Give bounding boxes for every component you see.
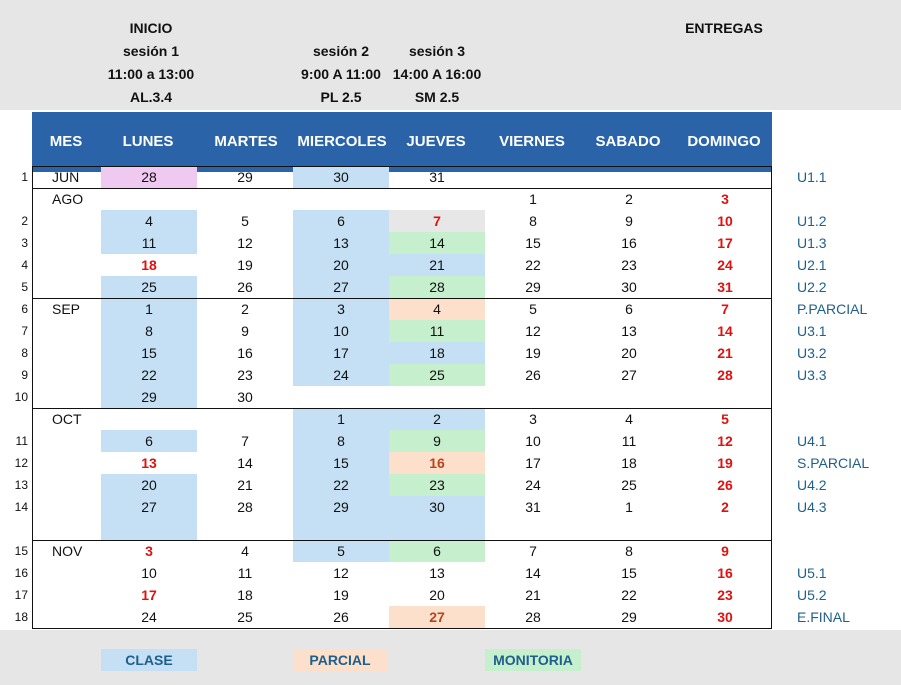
entrega-label: U4.2	[797, 477, 827, 493]
day-cell: 5	[721, 411, 729, 427]
month-label: OCT	[52, 411, 82, 427]
day-cell: 13	[429, 565, 445, 581]
day-cell: 7	[433, 213, 441, 229]
month-label: JUN	[52, 169, 80, 185]
day-cell: 30	[621, 279, 637, 295]
row-number: 9	[21, 368, 28, 382]
day-cell: 5	[337, 543, 345, 559]
day-cell: 28	[237, 499, 253, 515]
day-cell: 22	[621, 587, 637, 603]
day-cell: 5	[529, 301, 537, 317]
day-cell: 14	[525, 565, 541, 581]
month-label: NOV	[52, 543, 83, 559]
session-3-time: 14:00 A 16:00	[392, 66, 482, 82]
day-cell: 28	[717, 367, 733, 383]
day-cell: 13	[141, 455, 157, 471]
day-cell: 26	[333, 609, 349, 625]
day-cell: 18	[621, 455, 637, 471]
day-cell: 2	[433, 411, 441, 427]
day-cell: 8	[625, 543, 633, 559]
day-cell: 24	[525, 477, 541, 493]
day-cell: 29	[621, 609, 637, 625]
day-cell: 4	[625, 411, 633, 427]
day-cell: 31	[429, 169, 445, 185]
entrega-label: U4.3	[797, 499, 827, 515]
day-cell: 12	[525, 323, 541, 339]
col-miercoles: MIERCOLES	[297, 133, 387, 150]
day-cell: 28	[525, 609, 541, 625]
day-cell: 9	[721, 543, 729, 559]
day-cell: 4	[241, 543, 249, 559]
day-cell: 19	[237, 257, 253, 273]
day-cell: 18	[141, 257, 157, 273]
month-box	[32, 298, 772, 409]
day-cell: 22	[141, 367, 157, 383]
day-cell: 13	[621, 323, 637, 339]
legend-clase: CLASE	[101, 649, 197, 671]
day-cell: 15	[141, 345, 157, 361]
day-cell: 1	[529, 191, 537, 207]
day-cell: 31	[717, 279, 733, 295]
day-cell: 9	[241, 323, 249, 339]
day-cell: 10	[141, 565, 157, 581]
day-cell: 3	[145, 543, 153, 559]
session-3-room: SM 2.5	[414, 89, 460, 105]
entrega-label: E.FINAL	[797, 609, 850, 625]
month-box	[32, 188, 772, 299]
day-cell: 6	[625, 301, 633, 317]
day-cell: 8	[529, 213, 537, 229]
col-domingo: DOMINGO	[687, 133, 761, 150]
day-cell: 9	[625, 213, 633, 229]
session-2-header	[290, 40, 392, 109]
entrega-label: U1.3	[797, 235, 827, 251]
day-cell: 28	[141, 169, 157, 185]
day-cell: 1	[337, 411, 345, 427]
entrega-label: U2.1	[797, 257, 827, 273]
day-cell: 15	[333, 455, 349, 471]
day-cell: 20	[333, 257, 349, 273]
day-cell: 3	[337, 301, 345, 317]
entrega-label: U4.1	[797, 433, 827, 449]
session-3-label: sesión 3	[408, 43, 466, 59]
day-cell: 25	[141, 279, 157, 295]
month-label: SEP	[52, 301, 81, 317]
day-cell: 29	[525, 279, 541, 295]
row-number: 6	[21, 302, 28, 316]
entrega-label: U3.3	[797, 367, 827, 383]
entrega-label: U5.2	[797, 587, 827, 603]
entrega-label: P.PARCIAL	[797, 301, 868, 317]
day-cell: 10	[525, 433, 541, 449]
day-cell: 2	[625, 191, 633, 207]
day-cell: 17	[717, 235, 733, 251]
col-martes: MARTES	[214, 133, 278, 150]
day-cell: 3	[721, 191, 729, 207]
day-cell: 27	[141, 499, 157, 515]
day-cell: 14	[237, 455, 253, 471]
day-cell: 4	[145, 213, 153, 229]
day-cell: 19	[525, 345, 541, 361]
row-number: 7	[21, 324, 28, 338]
day-cell: 30	[237, 389, 253, 405]
row-number: 11	[15, 434, 28, 448]
day-cell: 27	[429, 609, 445, 625]
entregas-header: ENTREGAS	[685, 20, 763, 36]
day-cell: 23	[717, 587, 733, 603]
col-sabado: SABADO	[595, 133, 661, 150]
day-cell: 24	[333, 367, 349, 383]
day-cell: 14	[429, 235, 445, 251]
day-cell: 4	[433, 301, 441, 317]
day-cell: 1	[625, 499, 633, 515]
row-number: 5	[21, 280, 28, 294]
row-number: 10	[14, 390, 28, 404]
month-label: AGO	[52, 191, 84, 207]
day-cell: 19	[333, 587, 349, 603]
day-cell: 6	[433, 543, 441, 559]
entrega-label: U1.2	[797, 213, 827, 229]
row-number: 18	[14, 610, 28, 624]
day-cell: 27	[333, 279, 349, 295]
row-number: 4	[21, 258, 28, 272]
day-cell: 21	[429, 257, 445, 273]
table-header	[32, 112, 772, 172]
day-cell: 23	[621, 257, 637, 273]
day-cell: 20	[429, 587, 445, 603]
day-cell: 12	[237, 235, 253, 251]
col-viernes: VIERNES	[499, 133, 565, 150]
day-cell: 20	[621, 345, 637, 361]
day-cell: 28	[429, 279, 445, 295]
day-cell: 25	[621, 477, 637, 493]
row-number: 15	[14, 544, 28, 558]
day-cell: 6	[337, 213, 345, 229]
day-cell: 2	[241, 301, 249, 317]
entrega-label: S.PARCIAL	[797, 455, 870, 471]
month-box	[32, 166, 772, 189]
day-cell: 26	[717, 477, 733, 493]
day-cell: 11	[429, 323, 445, 339]
day-cell: 7	[529, 543, 537, 559]
row-number: 3	[21, 236, 28, 250]
row-number	[2, 408, 28, 430]
inicio-label: INICIO	[129, 20, 173, 36]
day-cell: 13	[333, 235, 349, 251]
month-box	[32, 540, 772, 629]
row-number: 13	[14, 478, 28, 492]
day-cell: 15	[525, 235, 541, 251]
day-cell: 24	[141, 609, 157, 625]
day-cell: 16	[621, 235, 637, 251]
day-cell: 30	[717, 609, 733, 625]
day-cell: 25	[429, 367, 445, 383]
day-cell: 14	[717, 323, 733, 339]
day-cell: 22	[333, 477, 349, 493]
col-mes: MES	[49, 133, 83, 150]
day-cell: 22	[525, 257, 541, 273]
entrega-label: U1.1	[797, 169, 827, 185]
day-cell: 18	[429, 345, 445, 361]
day-cell: 11	[621, 433, 637, 449]
day-cell: 29	[333, 499, 349, 515]
day-cell: 21	[717, 345, 733, 361]
day-cell: 9	[433, 433, 441, 449]
day-cell: 11	[141, 235, 157, 251]
day-cell: 8	[145, 323, 153, 339]
day-cell: 7	[721, 301, 729, 317]
day-cell: 12	[333, 565, 349, 581]
row-number	[2, 188, 28, 210]
day-cell: 21	[525, 587, 541, 603]
day-cell: 17	[141, 587, 157, 603]
month-box	[32, 408, 772, 541]
session-1-header	[96, 17, 206, 109]
day-cell: 21	[237, 477, 253, 493]
day-cell: 23	[429, 477, 445, 493]
day-cell: 17	[525, 455, 541, 471]
day-cell: 31	[525, 499, 541, 515]
day-cell: 10	[333, 323, 349, 339]
day-cell: 16	[237, 345, 253, 361]
day-cell: 23	[237, 367, 253, 383]
session-1-room: AL.3.4	[129, 89, 172, 105]
day-cell: 29	[237, 169, 253, 185]
day-cell: 25	[237, 609, 253, 625]
entrega-label: U3.2	[797, 345, 827, 361]
session-2-time: 9:00 A 11:00	[301, 66, 381, 82]
row-number: 2	[21, 214, 28, 228]
entrega-label: U2.2	[797, 279, 827, 295]
row-number	[2, 518, 28, 540]
row-number: 14	[14, 500, 28, 514]
day-cell: 11	[237, 565, 253, 581]
day-cell: 26	[525, 367, 541, 383]
session-2-label: sesión 2	[312, 43, 370, 59]
session-1-label: sesión 1	[122, 43, 180, 59]
day-cell: 27	[621, 367, 637, 383]
day-cell: 26	[237, 279, 253, 295]
day-cell: 10	[717, 213, 733, 229]
day-cell: 3	[529, 411, 537, 427]
col-lunes: LUNES	[122, 133, 174, 150]
day-cell: 24	[717, 257, 733, 273]
session-2-room: PL 2.5	[320, 89, 362, 105]
row-number: 17	[14, 588, 28, 602]
day-cell: 30	[429, 499, 445, 515]
day-cell: 17	[333, 345, 349, 361]
day-cell: 2	[721, 499, 729, 515]
entrega-label: U5.1	[797, 565, 827, 581]
day-cell: 7	[241, 433, 249, 449]
day-cell: 8	[337, 433, 345, 449]
day-cell: 18	[237, 587, 253, 603]
row-number: 1	[21, 170, 28, 184]
row-number: 8	[21, 346, 28, 360]
day-cell: 29	[141, 389, 157, 405]
session-1-time: 11:00 a 13:00	[107, 66, 195, 82]
day-cell: 15	[621, 565, 637, 581]
legend-parcial: PARCIAL	[293, 649, 387, 671]
day-cell: 12	[717, 433, 733, 449]
day-cell: 16	[717, 565, 733, 581]
day-cell: 16	[429, 455, 445, 471]
day-cell: 30	[333, 169, 349, 185]
row-number: 12	[14, 456, 28, 470]
session-3-header	[386, 40, 488, 109]
day-cell: 6	[145, 433, 153, 449]
entrega-label: U3.1	[797, 323, 827, 339]
legend-monitoria: MONITORIA	[485, 649, 581, 671]
day-cell: 1	[145, 301, 153, 317]
day-cell: 20	[141, 477, 157, 493]
day-cell: 19	[717, 455, 733, 471]
row-number: 16	[14, 566, 28, 580]
day-cell: 5	[241, 213, 249, 229]
col-jueves: JUEVES	[406, 133, 466, 150]
